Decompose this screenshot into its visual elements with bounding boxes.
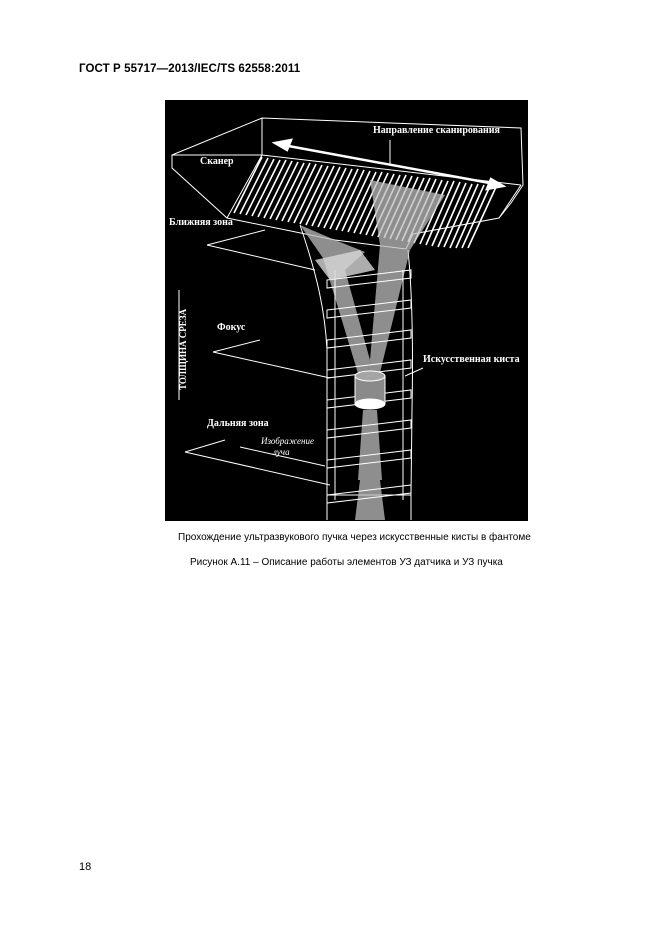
- figure-title: Рисунок А.11 – Описание работы элементов УЗ датчика и УЗ пучка: [190, 557, 503, 568]
- ultrasound-beam: [300, 180, 445, 520]
- beam-image-label-line2: луча: [273, 447, 290, 457]
- scanner-label: Сканер: [200, 156, 234, 167]
- page-number: 18: [79, 861, 92, 873]
- artificial-cyst: [355, 371, 385, 409]
- beam-image-label-line1: Изображение: [261, 436, 315, 446]
- beam-diagram: [165, 100, 528, 521]
- figure-subcaption: Прохождение ультразвукового пучка через искусственные кисты в фантоме: [178, 532, 531, 543]
- artificial-cyst-label: Искусственная киста: [423, 354, 520, 365]
- scan-direction-label: Направление сканирования: [373, 125, 500, 136]
- scanner-hatching: [234, 157, 496, 248]
- far-zone-label: Дальняя зона: [207, 418, 269, 429]
- slice-thickness-label: ТОЛЩИНА СРЕЗА: [178, 308, 188, 390]
- focus-label: Фокус: [217, 322, 246, 333]
- ultrasound-beam-figure: [165, 100, 528, 521]
- document-header: ГОСТ Р 55717—2013/IEC/TS 62558:2011: [79, 63, 301, 75]
- near-zone-label: Ближняя зона: [169, 217, 233, 228]
